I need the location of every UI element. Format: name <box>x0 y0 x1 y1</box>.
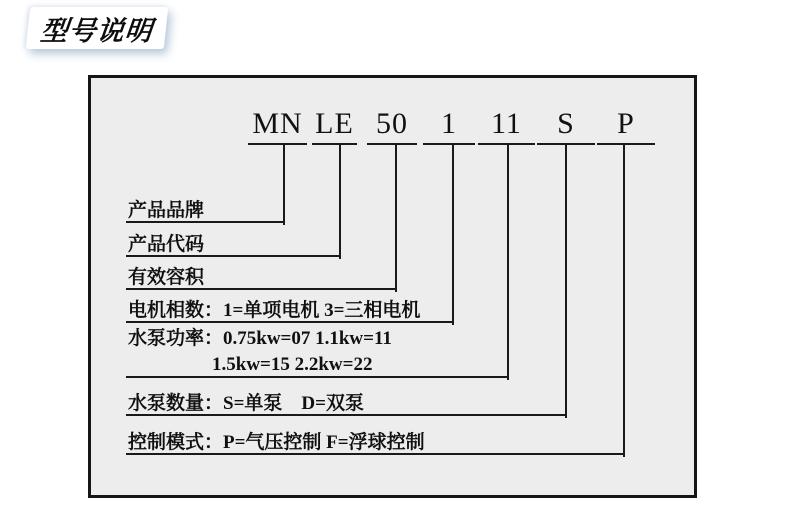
code-segment-brand: MN <box>248 105 307 145</box>
row-brand <box>126 198 285 223</box>
row-brand-label: 产品品牌 <box>128 200 205 221</box>
row-motor-phase <box>126 298 454 323</box>
page-title: 型号说明 <box>39 15 155 46</box>
code-segment-control: P <box>597 105 655 145</box>
row-pump-power-label: 水泵功率：0.75kw=07 1.1kw=11 <box>128 328 392 349</box>
code-segment-phase: 1 <box>423 105 475 145</box>
row-pump-count <box>126 391 567 416</box>
code-segment-volume: 50 <box>367 105 417 145</box>
leader-vline-pumps <box>565 145 567 418</box>
row-volume <box>126 265 397 290</box>
code-segment-power: 11 <box>478 105 535 145</box>
row-volume-label: 有效容积 <box>128 267 205 288</box>
row-control-mode-label: 控制模式：P=气压控制 F=浮球控制 <box>128 432 425 453</box>
model-diagram-box <box>88 75 697 498</box>
row-pump-power <box>126 326 509 378</box>
row-control-mode <box>126 430 625 455</box>
row-pump-count-label: 水泵数量：S=单泵 D=双泵 <box>128 393 364 414</box>
row-motor-phase-label: 电机相数：1=单项电机 3=三相电机 <box>128 300 421 321</box>
row-product-code-label: 产品代码 <box>128 234 205 255</box>
row-pump-power-label-line2: 1.5kw=15 2.2kw=22 <box>212 354 373 375</box>
leader-vline-control <box>623 145 625 457</box>
code-segment-product: LE <box>312 105 357 145</box>
code-segment-pumps: S <box>537 105 595 145</box>
row-product-code <box>126 232 341 257</box>
page-title-badge <box>26 7 168 49</box>
